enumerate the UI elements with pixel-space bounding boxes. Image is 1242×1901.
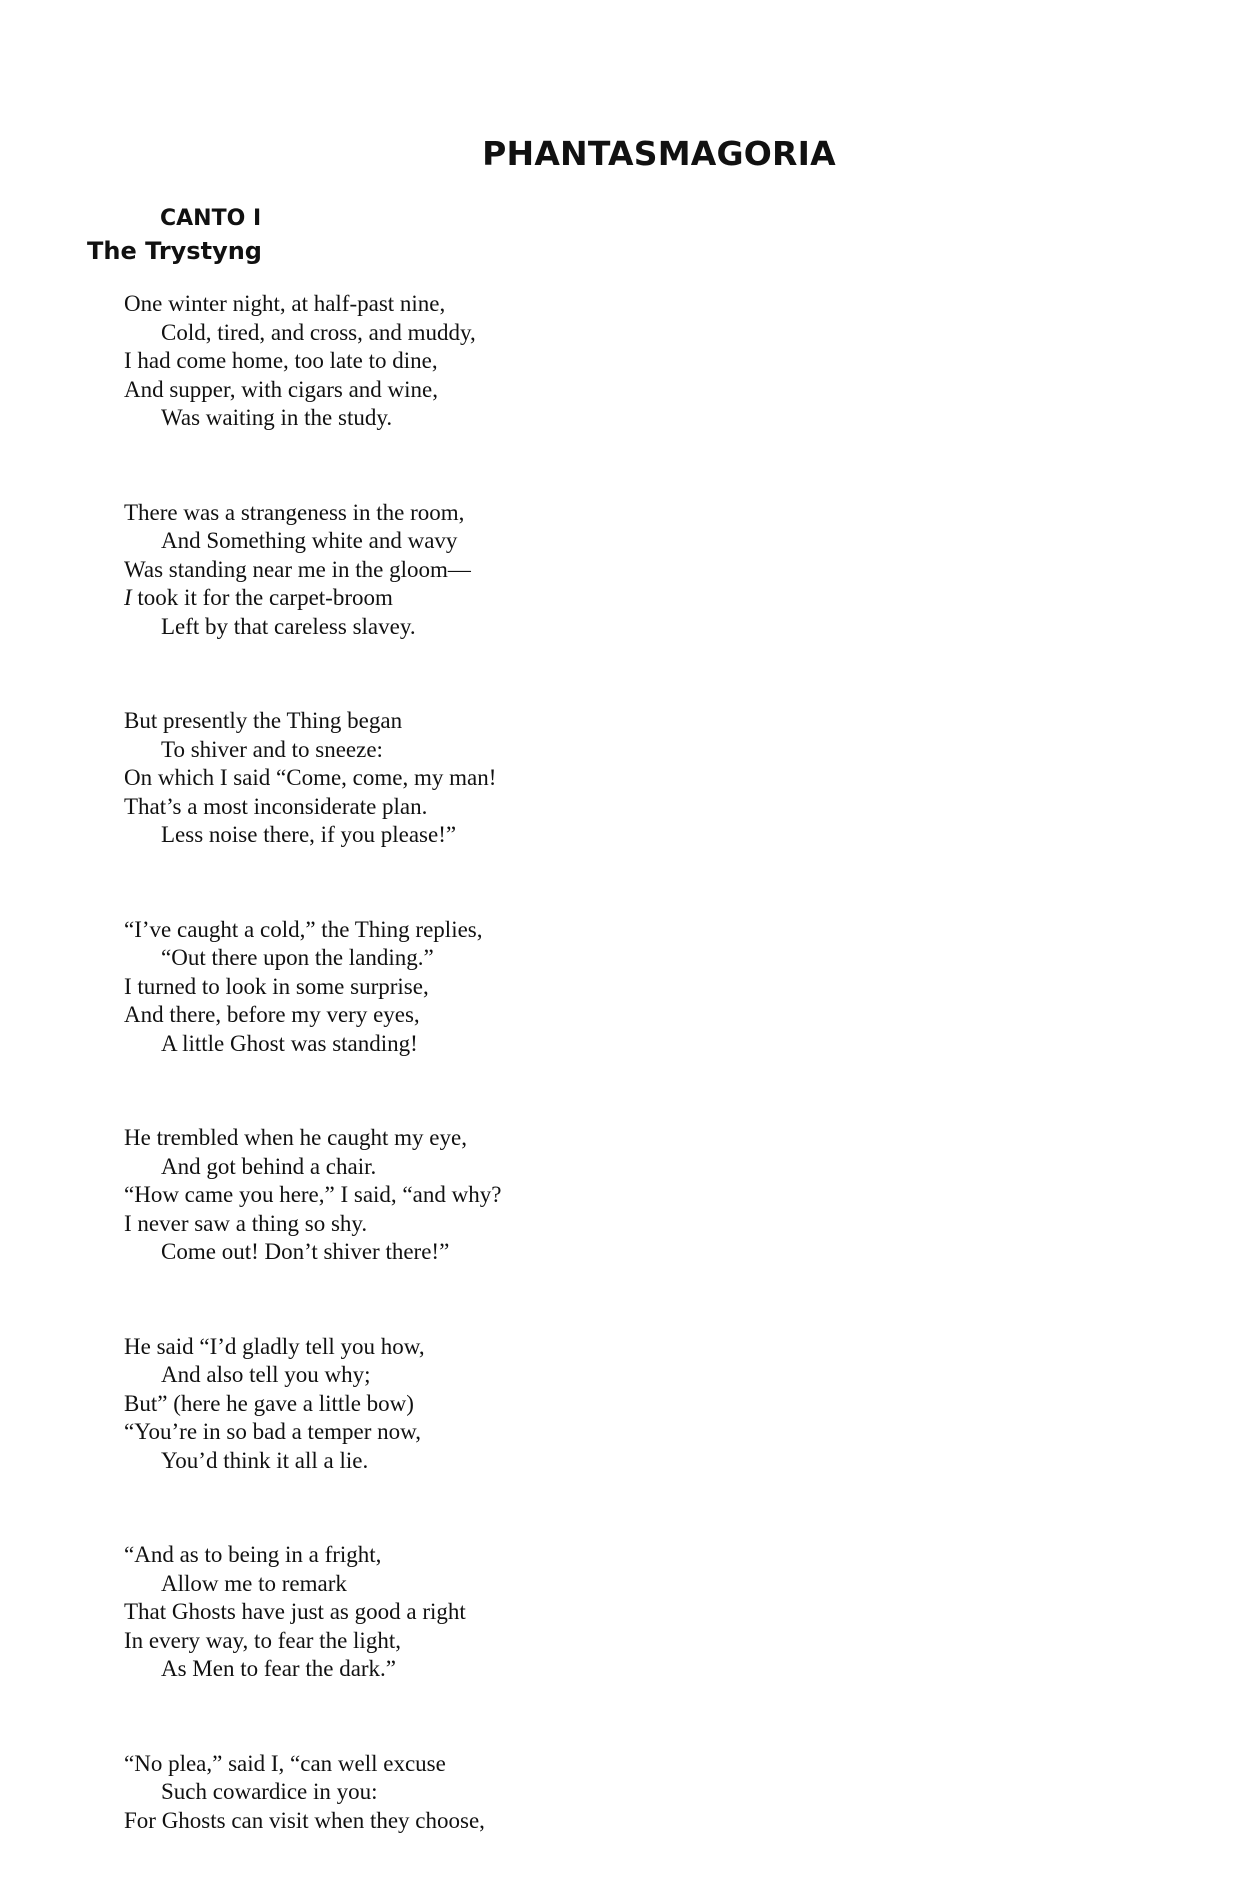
verse-line: Was waiting in the study.	[161, 405, 393, 430]
stanza	[124, 1541, 501, 1684]
verse-line: “No plea,” said I, “can well excuse	[124, 1750, 446, 1776]
verse-line: Allow me to remark	[161, 1570, 347, 1596]
verse-line: And got behind a chair.	[161, 1153, 377, 1179]
verse-line: Left by that careless slavey.	[161, 613, 416, 639]
verse-line: Less noise there, if you please!”	[161, 822, 457, 847]
verse-line-text: took it for the carpet-broom	[137, 585, 393, 610]
canto-heading: CANTO I	[160, 206, 262, 231]
verse-line: That’s a most inconsiderate plan.	[124, 793, 428, 819]
stanza	[124, 1124, 501, 1267]
verse-line: “You’re in so bad a temper now,	[124, 1419, 422, 1444]
verse-line: You’d think it all a lie.	[161, 1447, 369, 1473]
verse-line	[124, 584, 501, 613]
verse-line: I never saw a thing so shy.	[124, 1210, 368, 1236]
verse-line: I had come home, too late to dine,	[124, 348, 438, 373]
stanza	[124, 290, 501, 433]
verse-line: In every way, to fear the light,	[124, 1627, 401, 1653]
verse-line: But presently the Thing began	[124, 708, 403, 733]
verse-line: I turned to look in some surprise,	[124, 973, 429, 999]
verse-line: For Ghosts can visit when they choose,	[124, 1807, 485, 1833]
stanza	[124, 1750, 501, 1836]
verse-line: To shiver and to sneeze:	[161, 736, 383, 762]
stanza	[124, 499, 501, 642]
stanza	[124, 916, 501, 1059]
verse-line: “How came you here,” I said, “and why?	[124, 1182, 502, 1207]
verse-line: “And as to being in a fright,	[124, 1542, 382, 1567]
verse-line: “I’ve caught a cold,” the Thing replies,	[124, 916, 483, 942]
canto-subtitle: The Trystyng	[87, 237, 262, 265]
verse-line: On which I said “Come, come, my man!	[124, 765, 497, 790]
verse-line: And Something white and wavy	[161, 528, 458, 553]
verse-line: Cold, tired, and cross, and muddy,	[161, 319, 476, 345]
verse-line: And there, before my very eyes,	[124, 1002, 420, 1027]
poem-body	[124, 290, 501, 1901]
verse-line: As Men to fear the dark.”	[161, 1656, 397, 1681]
verse-line: Was standing near me in the gloom—	[124, 556, 471, 582]
italic-word: I	[124, 585, 132, 610]
verse-line: And supper, with cigars and wine,	[124, 376, 438, 402]
verse-line: He trembled when he caught my eye,	[124, 1125, 467, 1150]
verse-line: That Ghosts have just as good a right	[124, 1599, 466, 1624]
verse-line: “Out there upon the landing.”	[161, 945, 434, 970]
stanza	[124, 1333, 501, 1476]
verse-line: There was a strangeness in the room,	[124, 499, 465, 525]
verse-line: Such cowardice in you:	[161, 1779, 378, 1804]
verse-line: He said “I’d gladly tell you how,	[124, 1333, 425, 1359]
verse-line: Come out! Don’t shiver there!”	[161, 1239, 450, 1264]
verse-line: A little Ghost was standing!	[161, 1030, 418, 1056]
verse-line: And also tell you why;	[161, 1362, 371, 1387]
verse-line: One winter night, at half-past nine,	[124, 291, 446, 316]
verse-line: But” (here he gave a little bow)	[124, 1390, 414, 1416]
stanza	[124, 707, 501, 850]
poem-title: PHANTASMAGORIA	[482, 134, 836, 173]
